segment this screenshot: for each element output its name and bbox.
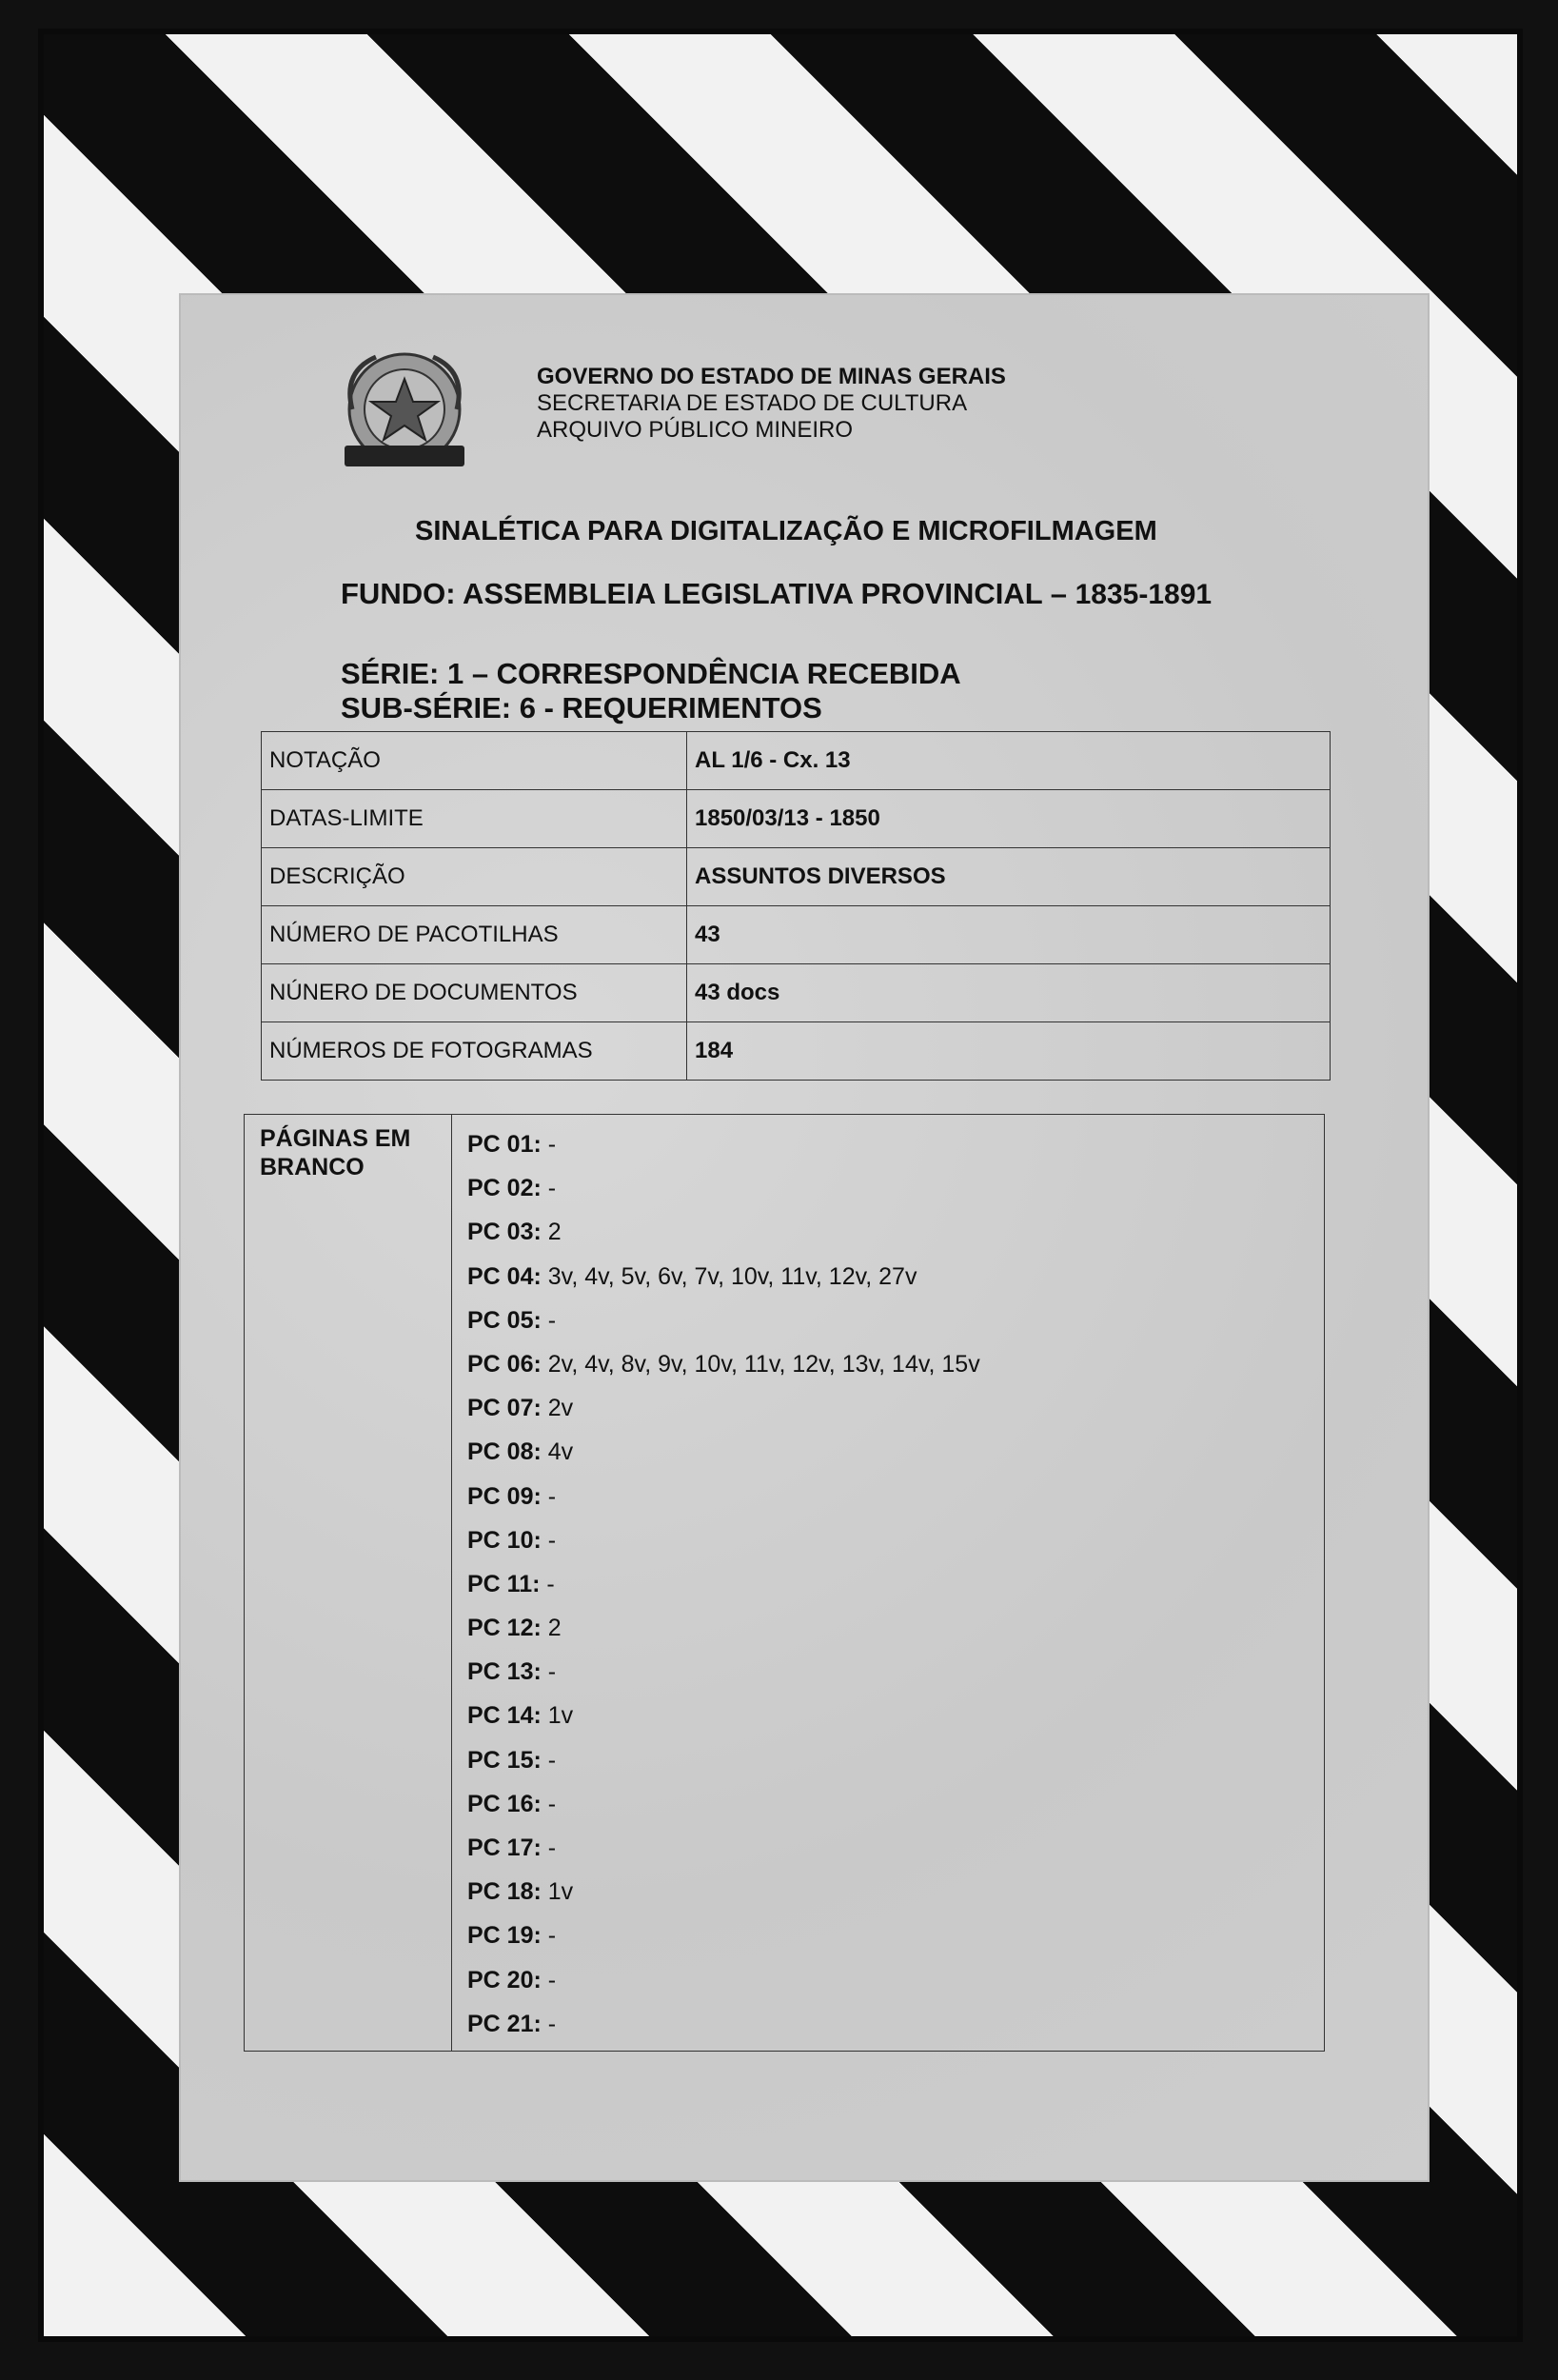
blank-pages-label-line2: BRANCO (260, 1154, 365, 1180)
datas-limite-value: 1850/03/13 - 1850 (687, 790, 1331, 848)
table-row (262, 964, 1331, 1022)
pc-number: PC 07: (467, 1395, 542, 1422)
archive-name: ARQUIVO PÚBLICO MINEIRO (537, 417, 854, 443)
list-item (467, 1958, 980, 2002)
pc-pages: - (547, 1790, 557, 1817)
serie-line: SÉRIE: 1 – CORRESPONDÊNCIA RECEBIDA (341, 657, 961, 690)
fotogramas-label: NÚMEROS DE FOTOGRAMAS (262, 1022, 687, 1081)
list-item (467, 1694, 980, 1737)
pc-pages: 4v (547, 1438, 574, 1466)
pc-number: PC 18: (467, 1878, 542, 1906)
pc-number: PC 17: (467, 1835, 542, 1861)
list-item (467, 1914, 980, 1957)
list-item (467, 1870, 980, 1914)
list-item (467, 1826, 980, 1870)
pc-pages: 3v, 4v, 5v, 6v, 7v, 10v, 11v, 12v, 27v (547, 1262, 917, 1290)
pc-number: PC 03: (467, 1219, 542, 1246)
list-item (467, 1210, 980, 1254)
pc-number: PC 16: (467, 1790, 542, 1817)
government-name: GOVERNO DO ESTADO DE MINAS GERAIS (537, 364, 1006, 389)
pc-number: PC 20: (467, 1966, 542, 1993)
notacao-label: NOTAÇÃO (262, 732, 687, 790)
pc-pages: - (547, 1526, 557, 1554)
list-item (467, 1299, 980, 1342)
coat-of-arms-icon (333, 343, 476, 486)
pc-pages: - (547, 1175, 557, 1202)
pc-pages: - (546, 1570, 555, 1597)
pc-pages: 1v (547, 1702, 574, 1730)
pacotilhas-label: NÚMERO DE PACOTILHAS (262, 906, 687, 964)
pc-pages: 2 (547, 1219, 562, 1246)
pc-number: PC 08: (467, 1438, 542, 1466)
info-table (261, 731, 1331, 1081)
pc-pages: - (547, 1835, 557, 1861)
pacotilhas-value: 43 (687, 906, 1331, 964)
table-row (262, 1022, 1331, 1081)
pc-pages: - (547, 1746, 557, 1774)
table-row (262, 848, 1331, 906)
list-item (467, 1606, 980, 1650)
fundo-label: FUNDO: ASSEMBLEIA LEGISLATIVA PROVINCIAL – (341, 577, 1067, 610)
list-item (467, 1342, 980, 1386)
pc-number: PC 06: (467, 1350, 542, 1378)
pc-number: PC 09: (467, 1482, 542, 1510)
pc-pages: - (547, 1658, 557, 1686)
blank-pages-box (244, 1114, 1325, 2052)
blank-pages-label (245, 1115, 452, 2051)
pc-pages: - (547, 2010, 557, 2037)
descricao-value: ASSUNTOS DIVERSOS (687, 848, 1331, 906)
table-row (262, 732, 1331, 790)
documentos-label: NÚNERO DE DOCUMENTOS (262, 964, 687, 1022)
table-row (262, 906, 1331, 964)
table-row (262, 790, 1331, 848)
list-item (467, 1475, 980, 1518)
signage-sheet (181, 295, 1428, 2180)
list-item (467, 1738, 980, 1782)
list-item (467, 1650, 980, 1694)
pc-number: PC 21: (467, 2010, 542, 2037)
pc-pages: 2v (547, 1395, 574, 1422)
subserie-line: SUB-SÉRIE: 6 - REQUERIMENTOS (341, 691, 822, 724)
pc-pages: 2 (547, 1615, 562, 1642)
pc-pages: - (547, 1922, 557, 1950)
fundo-dates: 1835-1891 (1075, 579, 1213, 610)
pc-number: PC 14: (467, 1702, 542, 1730)
pc-pages: - (547, 1482, 557, 1510)
pc-pages: - (547, 1966, 557, 1993)
pc-number: PC 10: (467, 1526, 542, 1554)
pc-pages: - (547, 1131, 557, 1158)
pc-pages: 2v, 4v, 8v, 9v, 10v, 11v, 12v, 13v, 14v, 15v (547, 1350, 980, 1378)
fundo-line (341, 577, 1212, 611)
list-item (467, 1562, 980, 1606)
pc-list (467, 1122, 980, 2046)
pc-number: PC 11: (467, 1570, 541, 1597)
fotogramas-value: 184 (687, 1022, 1331, 1081)
list-item (467, 1166, 980, 1210)
document-title: SINALÉTICA PARA DIGITALIZAÇÃO E MICROFILMAGEM (415, 516, 1157, 546)
pc-number: PC 05: (467, 1306, 542, 1334)
pc-number: PC 04: (467, 1262, 542, 1290)
list-item (467, 1430, 980, 1474)
secretariat-name: SECRETARIA DE ESTADO DE CULTURA (537, 390, 968, 416)
list-item (467, 1255, 980, 1299)
pc-number: PC 19: (467, 1922, 542, 1950)
blank-pages-label-line1: PÁGINAS EM (260, 1125, 411, 1152)
list-item (467, 1782, 980, 1826)
descricao-label: DESCRIÇÃO (262, 848, 687, 906)
pc-number: PC 12: (467, 1615, 542, 1642)
pc-number: PC 01: (467, 1131, 542, 1158)
list-item (467, 1122, 980, 1166)
list-item (467, 1518, 980, 1562)
pc-number: PC 15: (467, 1746, 542, 1774)
datas-limite-label: DATAS-LIMITE (262, 790, 687, 848)
list-item (467, 2002, 980, 2046)
pc-number: PC 13: (467, 1658, 542, 1686)
notacao-value: AL 1/6 - Cx. 13 (687, 732, 1331, 790)
list-item (467, 1386, 980, 1430)
pc-pages: - (547, 1306, 557, 1334)
documentos-value: 43 docs (687, 964, 1331, 1022)
pc-number: PC 02: (467, 1175, 542, 1202)
pc-pages: 1v (547, 1878, 574, 1906)
